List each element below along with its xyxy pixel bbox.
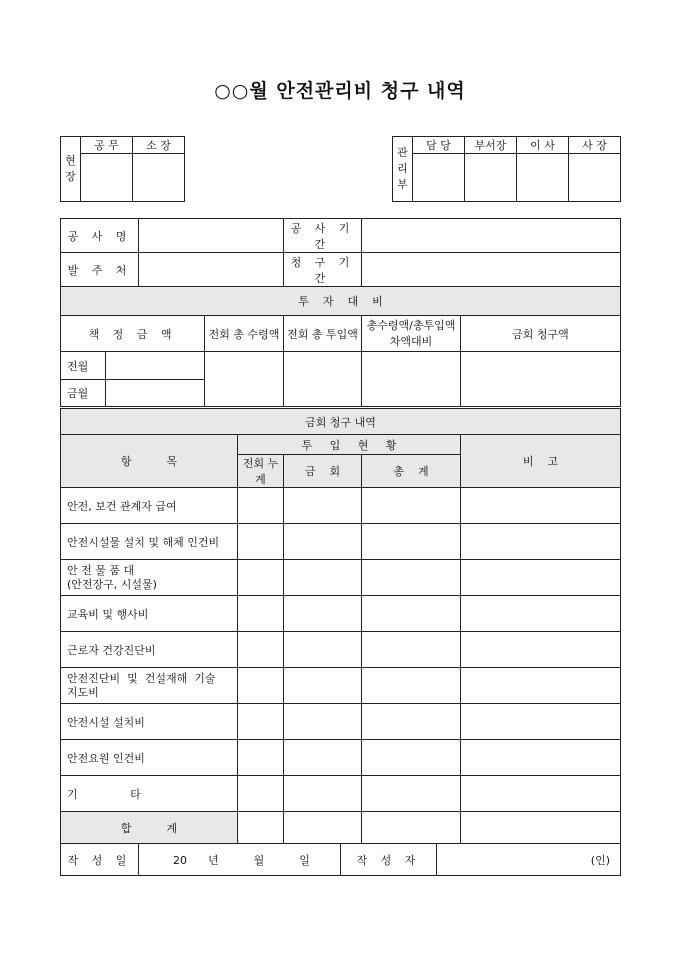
site-approval-box [60, 136, 185, 202]
office-header-president: 사 장 [569, 137, 621, 154]
office-approval-box [392, 136, 621, 202]
office-sign-president[interactable] [569, 154, 621, 202]
current-cell[interactable] [284, 596, 362, 632]
current-cell[interactable] [284, 560, 362, 596]
cumulative-header: 전회 누계 [238, 455, 284, 488]
table-row [61, 632, 621, 668]
main-form [60, 218, 621, 876]
prev-received-field[interactable] [205, 352, 284, 408]
current-claim-header: 금회 청구액 [461, 316, 621, 352]
current-cell[interactable] [284, 524, 362, 560]
total-header: 총 계 [362, 455, 461, 488]
diff-field[interactable] [362, 352, 461, 408]
project-name-label: 공 사 명 [61, 219, 139, 253]
remarks-header: 비 고 [461, 435, 621, 488]
current-cell[interactable] [284, 668, 362, 704]
remarks-cell[interactable] [461, 488, 621, 524]
item-label: 근로자 건강진단비 [61, 632, 238, 668]
current-header: 금 회 [284, 455, 362, 488]
prev-received-header: 전회 총 수령액 [205, 316, 284, 352]
budget-header: 책 정 금 액 [61, 316, 205, 352]
table-row [61, 488, 621, 524]
total-cell[interactable] [362, 524, 461, 560]
cumulative-cell[interactable] [238, 740, 284, 776]
seal-mark: (인) [590, 853, 610, 867]
cumulative-cell[interactable] [238, 596, 284, 632]
remarks-cell[interactable] [461, 704, 621, 740]
sum-current-cell[interactable] [284, 812, 362, 844]
sum-remarks-cell[interactable] [461, 812, 621, 844]
cumulative-cell[interactable] [238, 632, 284, 668]
total-cell[interactable] [362, 740, 461, 776]
total-cell[interactable] [362, 596, 461, 632]
table-row [61, 704, 621, 740]
project-period-label: 공 사 기 간 [284, 219, 362, 253]
claim-period-label: 청 구 기 간 [284, 253, 362, 287]
current-cell[interactable] [284, 488, 362, 524]
table-row [61, 668, 621, 704]
remarks-cell[interactable] [461, 596, 621, 632]
item-header: 항 목 [61, 435, 238, 488]
project-name-field[interactable] [139, 219, 284, 253]
remarks-cell[interactable] [461, 668, 621, 704]
cumulative-cell[interactable] [238, 560, 284, 596]
remarks-cell[interactable] [461, 740, 621, 776]
item-label: 안전요원 인건비 [61, 740, 238, 776]
site-sign-manager[interactable] [133, 154, 185, 202]
office-header-staff: 담 당 [413, 137, 465, 154]
this-month-budget-field[interactable] [106, 380, 205, 408]
client-label: 발 주 처 [61, 253, 139, 287]
item-label: 교육비 및 행사비 [61, 596, 238, 632]
sum-label: 합 계 [61, 812, 238, 844]
remarks-cell[interactable] [461, 776, 621, 812]
site-header-engineer: 공 무 [81, 137, 133, 154]
status-header: 투 입 현 황 [238, 435, 461, 455]
item-label: 안전시설물 설치 및 해체 인건비 [61, 524, 238, 560]
table-row [61, 740, 621, 776]
sum-total-cell[interactable] [362, 812, 461, 844]
item-label: 안전, 보건 관계자 급여 [61, 488, 238, 524]
claim-period-field[interactable] [362, 253, 621, 287]
total-cell[interactable] [362, 488, 461, 524]
table-row [61, 560, 621, 596]
item-label: 안 전 물 품 대 (안전장구, 시설물) [61, 560, 238, 596]
claim-section-title: 금회 청구 내역 [61, 408, 621, 435]
page-title: ○○월 안전관리비 청구 내역 [214, 80, 466, 102]
prev-month-label: 전월 [61, 352, 106, 380]
remarks-cell[interactable] [461, 560, 621, 596]
cumulative-cell[interactable] [238, 704, 284, 740]
site-sign-engineer[interactable] [81, 154, 133, 202]
office-label: 관 리 부 [393, 137, 413, 202]
cumulative-cell[interactable] [238, 776, 284, 812]
current-claim-field[interactable] [461, 352, 621, 408]
cumulative-cell[interactable] [238, 668, 284, 704]
current-cell[interactable] [284, 776, 362, 812]
sum-row [61, 812, 621, 844]
author-field[interactable] [437, 844, 621, 876]
prev-invested-header: 전회 총 투입액 [284, 316, 362, 352]
table-row [61, 776, 621, 812]
office-sign-dept-head[interactable] [465, 154, 517, 202]
site-label: 현 장 [61, 137, 81, 202]
current-cell[interactable] [284, 740, 362, 776]
date-label: 작 성 일 [61, 844, 139, 876]
cumulative-cell[interactable] [238, 488, 284, 524]
total-cell[interactable] [362, 632, 461, 668]
sum-cumulative-cell[interactable] [238, 812, 284, 844]
total-cell[interactable] [362, 776, 461, 812]
item-label: 안전시설 설치비 [61, 704, 238, 740]
this-month-label: 금월 [61, 380, 106, 408]
remarks-cell[interactable] [461, 524, 621, 560]
item-label: 기 타 [61, 776, 238, 812]
current-cell[interactable] [284, 704, 362, 740]
table-row [61, 524, 621, 560]
office-header-dept-head: 부서장 [465, 137, 517, 154]
total-cell[interactable] [362, 704, 461, 740]
office-header-director: 이 사 [517, 137, 569, 154]
office-sign-staff[interactable] [413, 154, 465, 202]
cumulative-cell[interactable] [238, 524, 284, 560]
item-label: 안전진단비 및 건설재해 기술 지도비 [61, 668, 238, 704]
table-row [61, 596, 621, 632]
remarks-cell[interactable] [461, 632, 621, 668]
site-header-manager: 소 장 [133, 137, 185, 154]
prev-invested-field[interactable] [284, 352, 362, 408]
total-cell[interactable] [362, 560, 461, 596]
footer-row [61, 844, 621, 876]
diff-header: 총수령액/총투입액 차액대비 [362, 316, 461, 352]
prev-month-budget-field[interactable] [106, 352, 205, 380]
client-field[interactable] [139, 253, 284, 287]
total-cell[interactable] [362, 668, 461, 704]
investment-section-title: 투 자 대 비 [61, 287, 621, 316]
author-label: 작 성 자 [341, 844, 437, 876]
date-field[interactable]: 20 년 월 일 [139, 844, 341, 876]
office-sign-director[interactable] [517, 154, 569, 202]
current-cell[interactable] [284, 632, 362, 668]
project-period-field[interactable] [362, 219, 621, 253]
